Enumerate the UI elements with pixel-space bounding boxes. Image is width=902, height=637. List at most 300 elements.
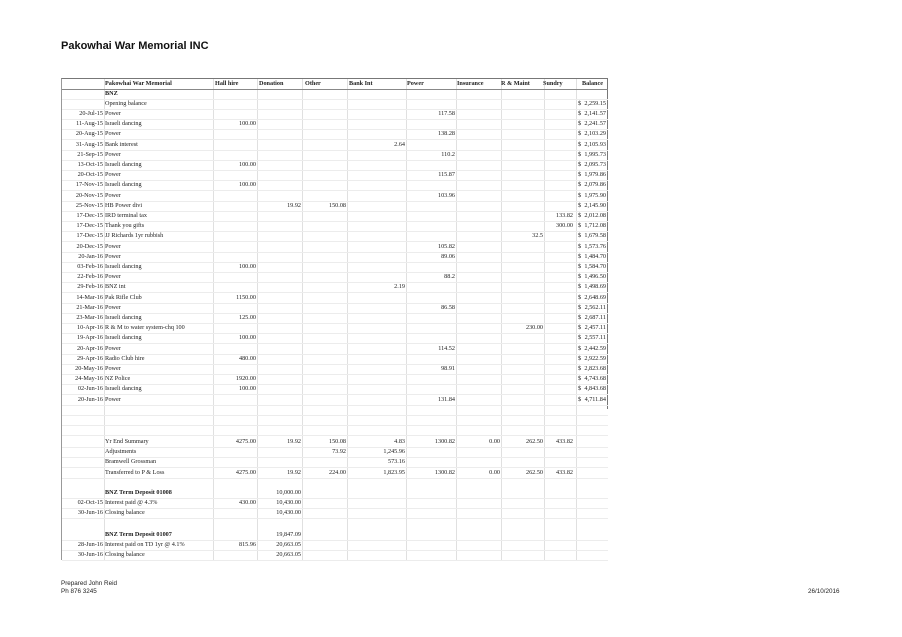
r-and-maint-total: 262.50 [525,469,543,476]
donation-cell [258,262,301,272]
other-cell [303,293,346,303]
sundry-cell [545,384,573,394]
interest-cell [214,508,256,518]
document-title: Pakowhai War Memorial INC [61,40,209,52]
donation-cell [258,211,301,221]
balance-cell: 2,562.11 [584,304,606,311]
hall-hire-cell [214,282,256,292]
power-cell: 103.96 [437,192,455,199]
r-and-maint-total: 262.50 [525,438,543,445]
power-cell [407,323,455,333]
date-cell: 20-May-16 [75,365,103,372]
power-cell: 89.06 [441,253,455,260]
power-cell: 131.84 [437,396,455,403]
power-total: 1300.82 [434,438,455,445]
hall-hire-total: 4275.00 [235,438,256,445]
hall-hire-cell [214,231,256,241]
sundry-cell: 133.82 [555,212,573,219]
interest-cell [214,550,256,560]
description-cell: Israeli dancing [105,181,142,188]
insurance-cell [457,160,500,170]
r-and-maint-cell [502,262,543,272]
other-cell [303,333,346,343]
power-cell: 88.2 [444,273,455,280]
description-cell: Israeli dancing [105,385,142,392]
donation-cell [258,221,301,231]
balance-cell: 1,573.76 [584,243,606,250]
bank-int-cell [348,262,405,272]
other-total: 150.08 [328,438,346,445]
description-cell: Power [105,171,121,178]
donation-cell [258,191,301,201]
header-r-and-maint: R & Maint [501,80,530,87]
description-cell: Power [105,243,121,250]
balance-cell: 1,975.90 [584,192,606,199]
hall-hire-cell: 100.00 [238,385,256,392]
other-cell [303,364,346,374]
hall-hire-cell: 125.00 [238,314,256,321]
r-and-maint-cell [502,129,543,139]
power-cell: 117.58 [438,110,455,117]
hall-hire-cell [214,364,256,374]
ledger-row [62,129,608,140]
bank-int-cell [348,201,405,211]
sundry-cell [545,109,573,119]
date-cell: 20-Jul-15 [79,110,103,117]
insurance-total [457,447,500,457]
ledger-row [62,231,608,242]
header-sundry: Sundry [543,80,563,87]
power-cell [407,262,455,272]
currency-symbol: $ [578,324,582,331]
other-cell [303,180,346,190]
donation-cell [258,252,301,262]
insurance-cell [457,262,500,272]
donation-cell [258,242,301,252]
donation-cell [258,272,301,282]
donation-total: 19.92 [287,469,301,476]
insurance-cell [457,221,500,231]
donation-cell [258,150,301,160]
description-cell: IRD terminal tax [105,212,147,219]
currency-symbol: $ [578,110,582,117]
description-cell: Power [105,110,121,117]
hall-hire-cell: 100.00 [238,120,256,127]
sundry-cell [545,242,573,252]
date-cell: 13-Oct-15 [77,161,103,168]
date-cell: 03-Feb-16 [77,263,103,270]
sundry-cell [545,119,573,129]
sundry-cell [545,344,573,354]
date-cell: 20-Aug-15 [75,130,103,137]
insurance-cell [457,395,500,405]
description-cell: Power [105,365,121,372]
power-cell [407,374,455,384]
currency-symbol: $ [578,355,582,362]
r-and-maint-cell [502,344,543,354]
sundry-cell [545,150,573,160]
bank-int-cell: 2.64 [394,141,405,148]
power-cell [407,180,455,190]
balance-cell: 2,241.57 [584,120,606,127]
description-cell: R & M to water system-chq 100 [105,324,185,331]
description-cell: Interest paid @ 4.3% [105,499,158,506]
power-cell [407,282,455,292]
sundry-cell [545,262,573,272]
hall-hire-cell [214,191,256,201]
currency-symbol: $ [578,181,582,188]
power-cell: 138.28 [437,130,455,137]
date-cell: 30-Jun-16 [77,551,103,558]
balance-cell: 2,079.86 [584,181,606,188]
date-cell: 20-Nov-15 [75,192,103,199]
hall-hire-cell [214,211,256,221]
balance-cell: 2,648.69 [584,294,606,301]
power-cell [407,293,455,303]
power-cell: 114.52 [438,345,455,352]
power-cell [407,119,455,129]
description-cell: Power [105,151,121,158]
insurance-cell [457,129,500,139]
donation-cell [258,231,301,241]
ledger-row [62,282,608,293]
hall-hire-cell: 1150.00 [236,294,256,301]
donation-cell [258,395,301,405]
sundry-cell [545,282,573,292]
hall-hire-cell [214,129,256,139]
sundry-cell [545,374,573,384]
insurance-cell [457,282,500,292]
description-cell: Thank you gifts [105,222,145,229]
date-cell: 25-Nov-15 [75,202,103,209]
balance-cell: 4,711.84 [584,396,606,403]
prepared-by: Prepared John Reid [61,580,118,587]
header-name: Pakowhai War Memorial [105,80,172,87]
balance-cell: 2,103.29 [584,130,606,137]
r-and-maint-cell [502,364,543,374]
other-cell [303,150,346,160]
balance-cell: 2,105.93 [584,141,606,148]
balance-cell: 4,843.68 [584,385,606,392]
description-cell: Israeli dancing [105,263,142,270]
insurance-cell [457,231,500,241]
donation-cell [258,129,301,139]
sundry-cell [545,191,573,201]
date-cell: 19-Apr-16 [77,334,103,341]
donation-total: 19.92 [287,438,301,445]
balance-cell: 1,712.08 [584,222,606,229]
power-cell [407,231,455,241]
footer-preparer [61,580,117,596]
sundry-cell [545,313,573,323]
currency-symbol: $ [578,375,582,382]
power-cell [407,313,455,323]
bank-int-cell [348,150,405,160]
balance-cell: 2,687.11 [584,314,606,321]
currency-symbol: $ [578,120,582,127]
other-cell [303,140,346,150]
description-cell: Power [105,304,121,311]
bank-int-total: 1,245.96 [383,448,405,455]
other-cell [303,384,346,394]
insurance-cell [457,109,500,119]
power-cell: 115.87 [438,171,455,178]
hall-hire-cell [214,150,256,160]
other-cell [303,323,346,333]
other-cell [303,160,346,170]
ledger-row [62,333,608,344]
summary-label: Bramwell Grossman [105,458,157,465]
insurance-cell [457,242,500,252]
date-cell: 17-Dec-15 [76,212,103,219]
date-cell: 22-Feb-16 [77,273,103,280]
description-cell: Israeli dancing [105,161,142,168]
bank-int-cell [348,364,405,374]
r-and-maint-cell [502,170,543,180]
donation-cell [258,180,301,190]
bank-int-cell [348,231,405,241]
other-cell [303,221,346,231]
description-cell: JJ Richards 1yr rubbish [105,232,164,239]
other-cell [303,242,346,252]
summary-label: Transferred to P & Loss [105,469,165,476]
currency-symbol: $ [578,212,582,219]
insurance-cell [457,170,500,180]
currency-symbol: $ [578,314,582,321]
bank-int-cell [348,272,405,282]
power-total: 1300.82 [434,469,455,476]
summary-row [62,468,608,479]
other-cell [303,354,346,364]
summary-label: Yr End Summary [105,438,149,445]
bank-int-cell [348,303,405,313]
r-and-maint-cell [502,160,543,170]
other-cell: 150.08 [328,202,346,209]
donation-cell [258,323,301,333]
sundry-cell [545,354,573,364]
sundry-cell: 300.00 [555,222,573,229]
currency-symbol: $ [578,232,582,239]
currency-symbol: $ [578,222,582,229]
description-cell: Power [105,345,121,352]
currency-symbol: $ [578,141,582,148]
sundry-cell [545,333,573,343]
currency-symbol: $ [578,396,582,403]
r-and-maint-cell [502,374,543,384]
date-cell: 24-May-16 [75,375,103,382]
sundry-total: 433.82 [555,438,573,445]
hall-hire-cell [214,323,256,333]
donation-cell [258,384,301,394]
ledger-sheet [61,78,608,560]
other-total: 224.00 [328,469,346,476]
balance-cell: 2,442.59 [584,345,606,352]
sundry-cell [545,323,573,333]
r-and-maint-cell [502,201,543,211]
other-cell [303,191,346,201]
description-cell: Bank interest [105,141,138,148]
insurance-cell [457,333,500,343]
currency-symbol: $ [578,385,582,392]
bank-int-cell [348,180,405,190]
description-cell: BNZ int [105,283,126,290]
balance-cell: 1,498.69 [584,283,606,290]
hall-hire-cell [214,109,256,119]
description-cell: Closing balance [105,509,145,516]
bank-int-cell [348,333,405,343]
header-donation: Donation [259,80,284,87]
currency-symbol: $ [578,345,582,352]
date-cell: 17-Dec-15 [76,232,103,239]
description-cell: Israeli dancing [105,334,142,341]
power-cell: 105.82 [437,243,455,250]
deposit-balance-cell: 10,430.00 [276,499,301,506]
donation-cell [258,119,301,129]
currency-symbol: $ [578,365,582,372]
opening-balance-label: Opening balance [105,100,147,107]
date-cell: 20-Dec-15 [76,243,103,250]
date-cell: 29-Apr-16 [77,355,103,362]
donation-cell [258,293,301,303]
header-insurance: Insurance [457,80,484,87]
balance-cell: 1,484.70 [584,253,606,260]
term-deposit-title: BNZ Term Deposit 01008 [105,489,172,496]
date-cell: 02-Jun-16 [77,385,103,392]
other-total [303,457,346,467]
hall-hire-cell [214,252,256,262]
insurance-cell [457,354,500,364]
date-cell: 17-Dec-15 [76,222,103,229]
description-cell: NZ Police [105,375,131,382]
hall-hire-total [214,457,256,467]
balance-cell: 2,141.57 [584,110,606,117]
donation-total [258,447,301,457]
balance-cell: 1,679.58 [584,232,606,239]
power-cell [407,140,455,150]
hall-hire-cell: 100.00 [238,181,256,188]
donation-cell [258,282,301,292]
r-and-maint-total [502,447,543,457]
r-and-maint-cell: 32.5 [532,232,543,239]
description-cell: Power [105,273,121,280]
ledger-row [62,180,608,191]
other-cell [303,282,346,292]
power-cell [407,354,455,364]
date-cell: 02-Oct-15 [77,499,103,506]
hall-hire-cell: 100.00 [238,161,256,168]
hall-hire-cell [214,344,256,354]
other-cell [303,211,346,221]
hall-hire-cell: 1920.00 [235,375,256,382]
insurance-cell [457,293,500,303]
power-cell: 98.91 [441,365,455,372]
currency-symbol: $ [578,130,582,137]
other-cell [303,313,346,323]
header-power: Power [407,80,424,87]
balance-cell: 2,012.08 [584,212,606,219]
other-cell [303,272,346,282]
r-and-maint-cell [502,221,543,231]
description-cell: HB Power divi [105,202,143,209]
power-total [407,447,455,457]
r-and-maint-cell [502,191,543,201]
power-cell [407,333,455,343]
sundry-cell [545,160,573,170]
other-cell [303,395,346,405]
bank-int-cell [348,384,405,394]
other-cell [303,129,346,139]
date-cell: 20-Jun-16 [77,396,103,403]
currency-symbol: $ [578,263,582,270]
sundry-cell [545,252,573,262]
other-cell [303,252,346,262]
date-cell: 29-Feb-16 [77,283,103,290]
hall-hire-cell [214,221,256,231]
header-balance: Balance [582,80,603,87]
bank-int-cell [348,211,405,221]
hall-hire-cell [214,242,256,252]
r-and-maint-cell [502,354,543,364]
balance-cell: 2,557.11 [584,334,606,341]
r-and-maint-cell [502,119,543,129]
donation-cell [258,160,301,170]
currency-symbol: $ [578,100,582,107]
bank-int-cell [348,191,405,201]
date-cell: 21-Sep-15 [77,151,103,158]
r-and-maint-cell [502,282,543,292]
other-total: 73.92 [332,448,346,455]
donation-cell: 19.92 [287,202,301,209]
hall-hire-cell [214,272,256,282]
bank-int-cell [348,395,405,405]
r-and-maint-cell [502,395,543,405]
sundry-cell [545,129,573,139]
insurance-cell [457,323,500,333]
donation-cell [258,170,301,180]
r-and-maint-cell [502,242,543,252]
term-deposit-row [62,550,608,561]
sundry-cell [545,180,573,190]
hall-hire-cell [214,395,256,405]
term-deposit-opening: 10,000.00 [276,489,301,496]
balance-cell: 2,145.90 [584,202,606,209]
interest-cell: 815.96 [238,541,256,548]
r-and-maint-cell [502,303,543,313]
blank-row [62,425,608,436]
currency-symbol: $ [578,283,582,290]
donation-cell [258,303,301,313]
other-cell [303,303,346,313]
summary-label: Adjustments [105,448,137,455]
date-cell: 17-Nov-15 [75,181,103,188]
description-cell: Radio Club hire [105,355,145,362]
deposit-balance-cell: 20,663.05 [276,551,301,558]
r-and-maint-cell [502,211,543,221]
hall-hire-cell [214,170,256,180]
donation-cell [258,313,301,323]
other-cell [303,374,346,384]
insurance-cell [457,201,500,211]
sundry-cell [545,272,573,282]
header-hall-hire: Hall hire [215,80,239,87]
date-cell: 31-Aug-15 [75,141,103,148]
other-cell [303,344,346,354]
currency-symbol: $ [578,171,582,178]
power-cell [407,211,455,221]
bank-int-cell [348,354,405,364]
sundry-cell [545,231,573,241]
hall-hire-cell [214,140,256,150]
